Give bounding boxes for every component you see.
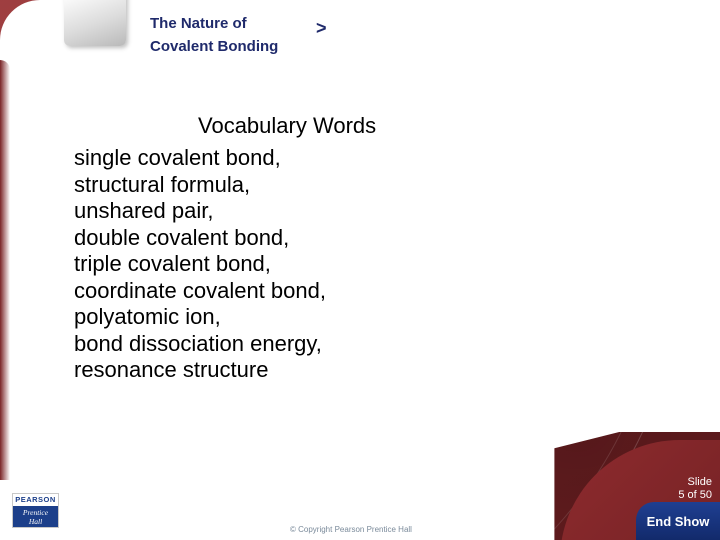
copyright-text: © Copyright Pearson Prentice Hall xyxy=(290,525,412,534)
vocabulary-item: bond dissociation energy, xyxy=(74,330,322,356)
slide-counter xyxy=(678,476,712,502)
header-title-line2: Covalent Bonding xyxy=(150,38,279,55)
vocabulary-item: coordinate covalent bond, xyxy=(74,277,326,303)
slide-label: Slide xyxy=(687,476,712,488)
vocabulary-item: double covalent bond, xyxy=(74,224,290,250)
logo-line1: Prentice xyxy=(22,508,49,517)
vocabulary-heading: Vocabulary Words xyxy=(198,113,377,138)
slide-count: 5 of 50 xyxy=(678,489,712,501)
left-edge-decoration xyxy=(0,60,10,480)
vocabulary-item: single covalent bond, xyxy=(74,145,281,170)
pearson-prentice-hall-logo xyxy=(12,493,59,528)
vocabulary-item: structural formula, xyxy=(74,171,251,197)
header-title-line1: The Nature of xyxy=(150,15,247,32)
header-arrow: > xyxy=(316,18,327,38)
logo-prentice-hall-text xyxy=(13,508,58,526)
end-show-button[interactable]: End Show xyxy=(636,502,720,540)
vocabulary-item: polyatomic ion, xyxy=(74,304,221,329)
header-tab-decoration xyxy=(64,0,126,46)
header-title xyxy=(150,12,278,58)
vocabulary-item: unshared pair, xyxy=(74,198,214,223)
vocabulary-list xyxy=(74,145,326,384)
vocabulary-item: triple covalent bond, xyxy=(74,251,271,276)
logo-line2: Hall xyxy=(28,517,43,526)
vocabulary-item: resonance structure xyxy=(74,357,269,382)
logo-pearson-text: PEARSON xyxy=(13,494,58,506)
